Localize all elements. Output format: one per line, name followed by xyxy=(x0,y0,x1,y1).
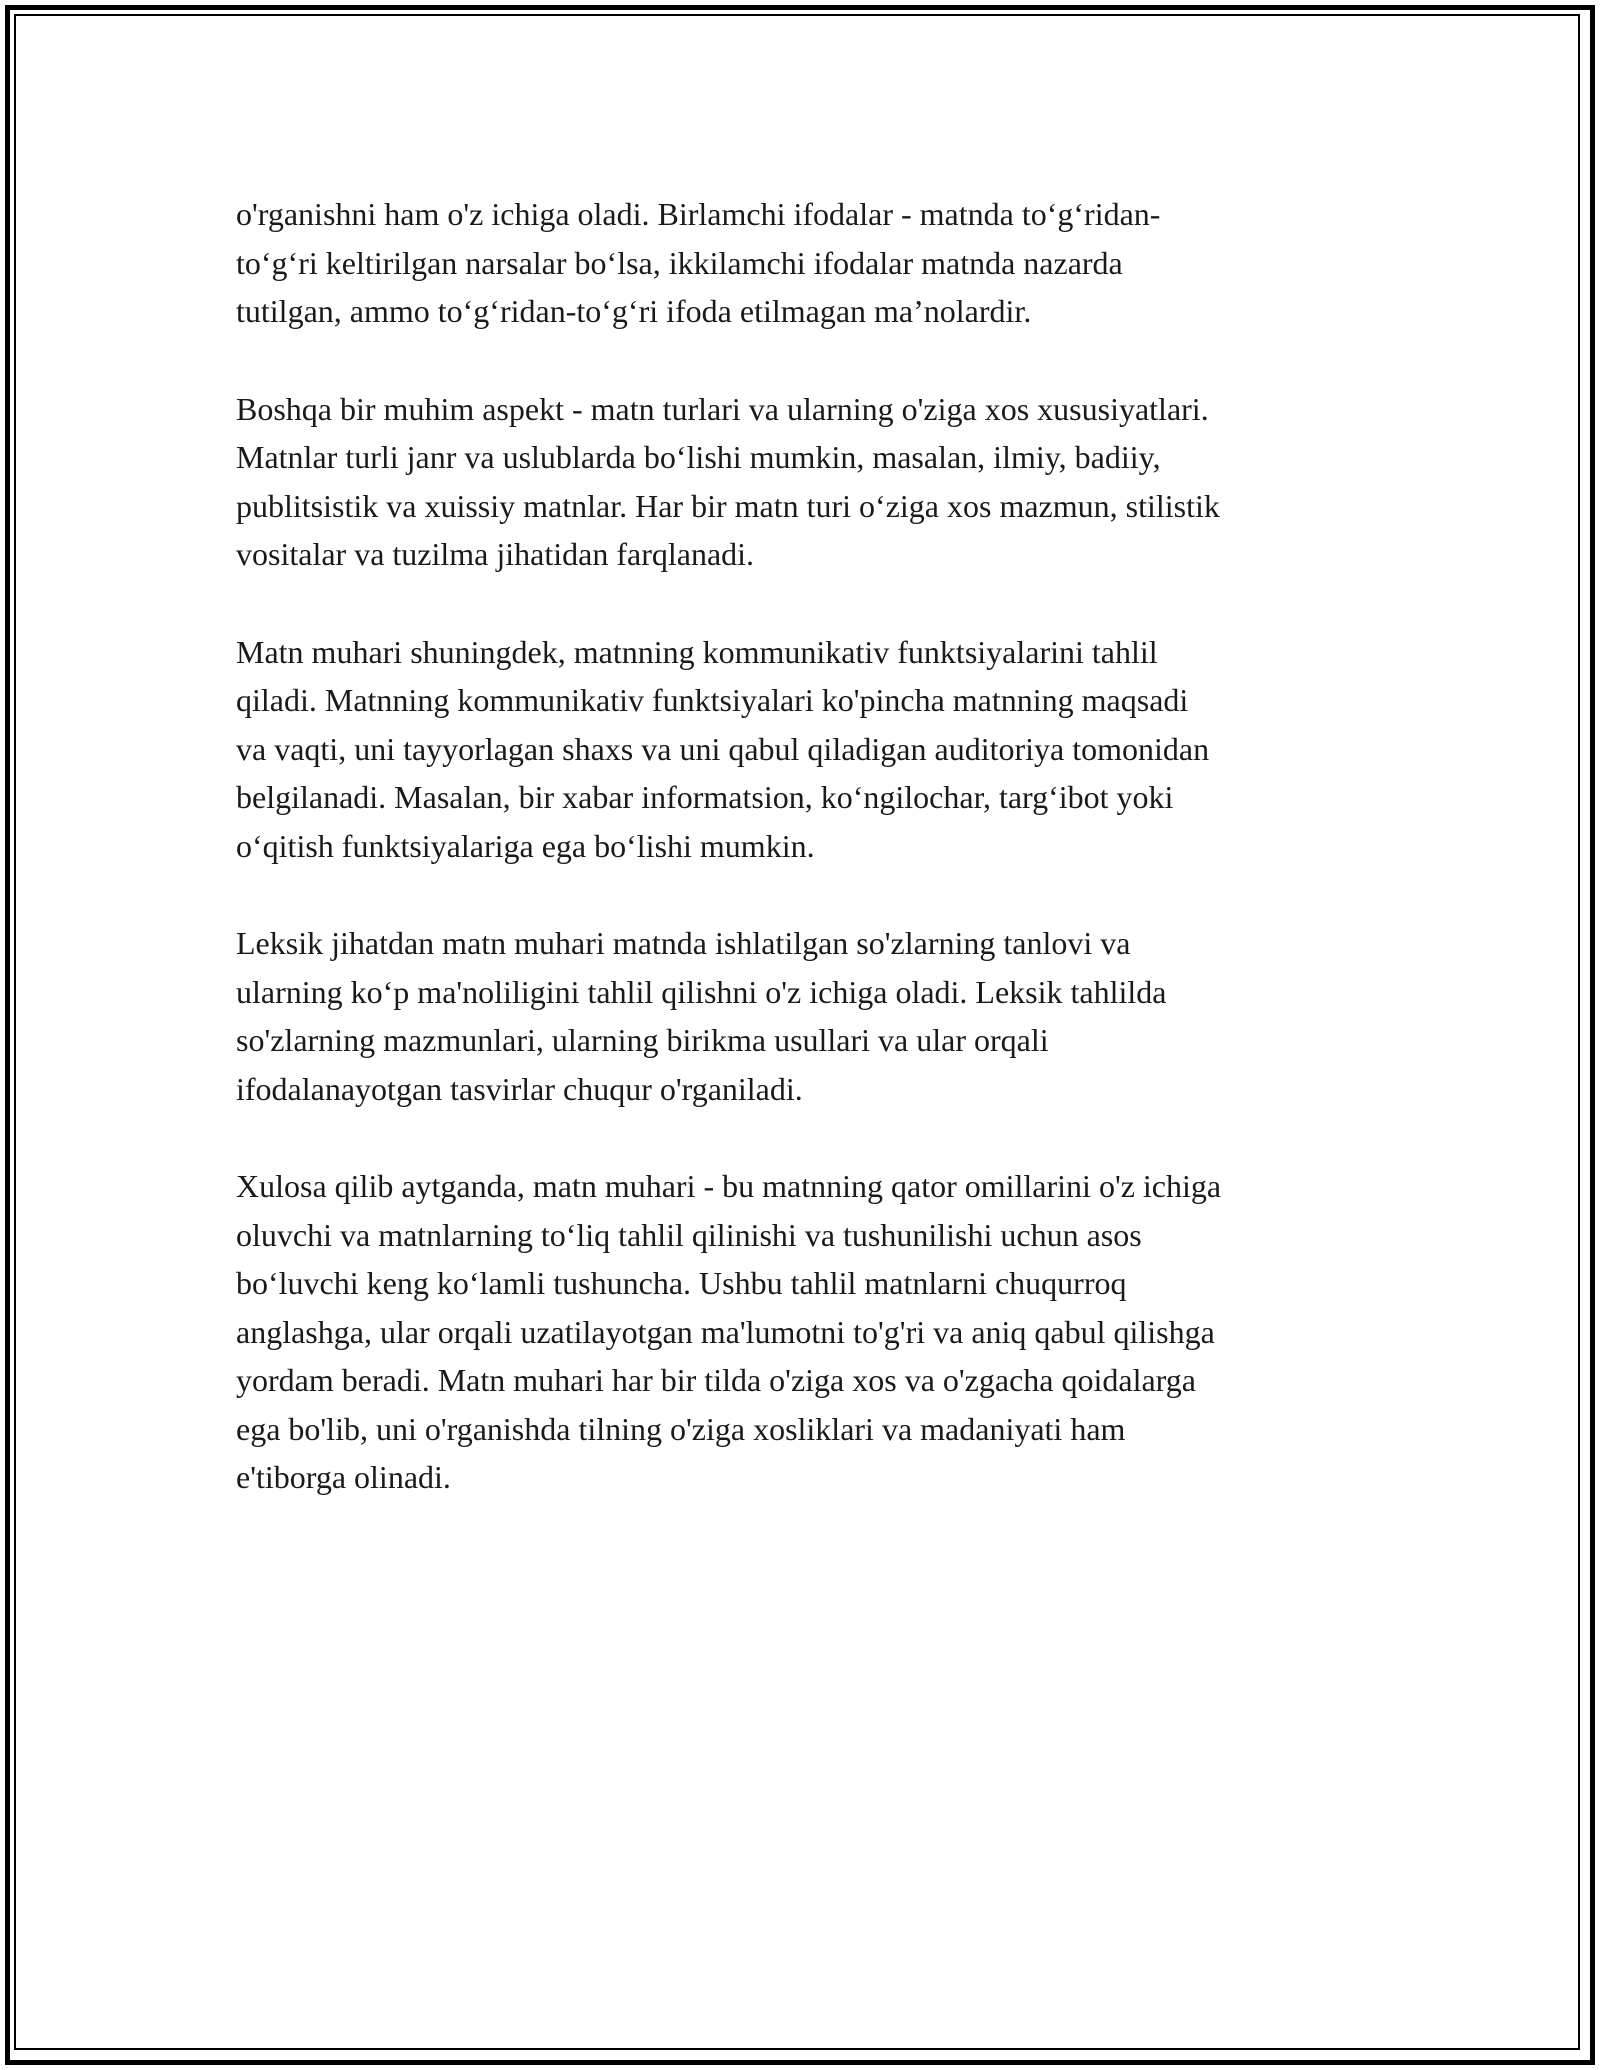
text-line: o'rganishni ham o'z ichiga oladi. Birlamchi ifodalar - matnda to‘g‘ridan- xyxy=(236,196,1161,232)
text-line: oluvchi va matnlarning to‘liq tahlil qilinishi va tushunilishi uchun asos xyxy=(236,1216,1142,1253)
document-body xyxy=(236,190,1386,1551)
text-line: anglashga, ular orqali uzatilayotgan ma'lumotni to'g'ri va aniq qabul qilishga xyxy=(236,1313,1215,1350)
text-line: ifodalanayotgan tasvirlar chuqur o'rganiladi. xyxy=(236,1070,803,1107)
text-line: vositalar va tuzilma jihatidan farqlanadi. xyxy=(236,536,755,572)
text-line: publitsistik va xuissiy matnlar. Har bir matn turi o‘ziga xos mazmun, stilistik xyxy=(236,487,1220,524)
text-line: o‘qitish funktsiyalariga ega bo‘lishi mumkin. xyxy=(236,827,815,864)
text-line: va vaqti, uni tayyorlagan shaxs va uni qabul qiladigan auditoriya tomonidan xyxy=(236,730,1210,767)
text-line: belgilanadi. Masalan, bir xabar informatsion, ko‘ngilochar, targ‘ibot yoki xyxy=(236,779,1174,815)
paragraph xyxy=(236,1162,1386,1502)
paragraph xyxy=(236,190,1386,336)
paragraph xyxy=(236,385,1386,579)
paragraph xyxy=(236,628,1386,871)
text-line: Boshqa bir muhim aspekt - matn turlari va ularning o'ziga xos xususiyatlari. xyxy=(236,390,1209,427)
text-line: Matn muhari shuningdek, matnning kommunikativ funktsiyalarini tahlil xyxy=(236,633,1158,670)
text-line: tutilgan, ammo to‘g‘ridan-to‘g‘ri ifoda etilmagan ma’nolardir. xyxy=(236,293,1032,329)
text-line: Matnlar turli janr va uslublarda bo‘lishi mumkin, masalan, ilmiy, badiiy, xyxy=(236,439,1161,475)
text-line: bo‘luvchi keng ko‘lamli tushuncha. Ushbu tahlil matnlarni chuqurroq xyxy=(236,1265,1127,1301)
text-line: e'tiborga olinadi. xyxy=(236,1459,451,1495)
paragraph xyxy=(236,919,1386,1113)
text-line: qiladi. Matnning kommunikativ funktsiyalari ko'pincha matnning maqsadi xyxy=(236,682,1189,718)
text-line: so'zlarning mazmunlari, ularning birikma usullari va ular orqali xyxy=(236,1022,1049,1058)
text-line: Leksik jihatdan matn muhari matnda ishlatilgan so'zlarning tanlovi va xyxy=(236,925,1131,961)
text-line: Xulosa qilib aytganda, matn muhari - bu matnning qator omillarini o'z ichiga xyxy=(236,1168,1222,1204)
text-line: yordam beradi. Matn muhari har bir tilda o'ziga xos va o'zgacha qoidalarga xyxy=(236,1362,1196,1398)
text-line: to‘g‘ri keltirilgan narsalar bo‘lsa, ikkilamchi ifodalar matnda nazarda xyxy=(236,244,1123,281)
text-line: ularning ko‘p ma'noliligini tahlil qilishni o'z ichiga oladi. Leksik tahlilda xyxy=(236,973,1167,1010)
text-line: ega bo'lib, uni o'rganishda tilning o'ziga xosliklari va madaniyati ham xyxy=(236,1410,1126,1447)
